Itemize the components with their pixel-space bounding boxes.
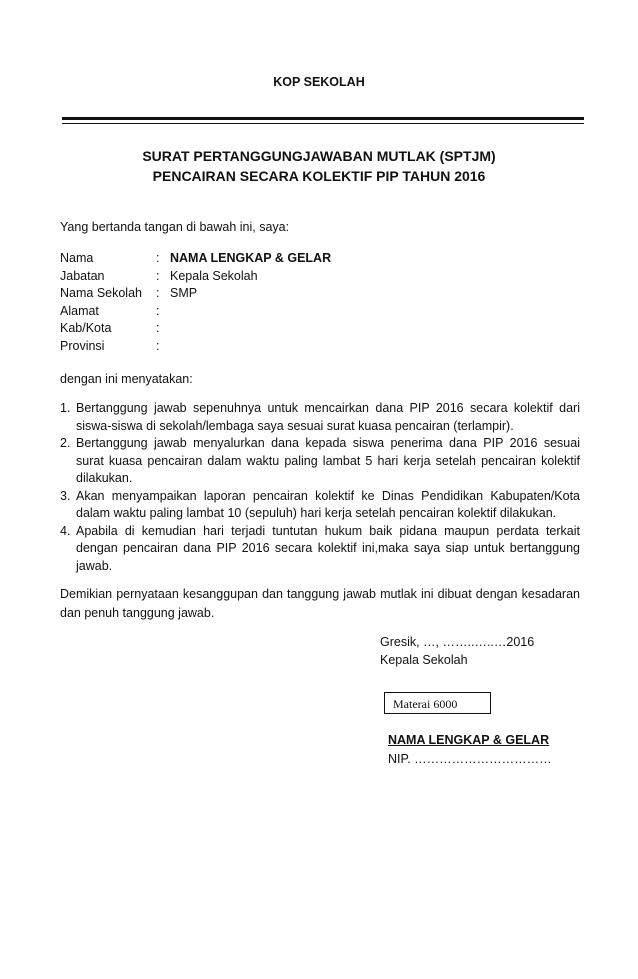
identity-colon: : [156,268,160,283]
letterhead-rule-thick [62,117,584,120]
list-text: Bertanggung jawab menyalurkan dana kepada siswa penerima dana PIP 2016 sesuai surat kuasa pencairan dalam waktu paling lambat 5 hari kerja setelah pencairan kolektif dilakukan. [76,436,580,485]
letterhead: KOP SEKOLAH [273,75,365,89]
list-number: 3. [60,488,71,503]
list-number: 2. [60,436,71,450]
document-title-line1: SURAT PERTANGGUNGJAWABAN MUTLAK (SPTJM) [142,148,496,164]
identity-row-kab-kota [60,320,331,338]
identity-row-provinsi [60,338,331,356]
identity-colon: : [156,338,160,353]
list-item [60,523,580,576]
closing-paragraph: Demikian pernyataan kesanggupan dan tanggung jawab mutlak ini dibuat dengan kesadaran dan penuh tanggung jawab. [60,587,580,620]
identity-label: Provinsi [60,338,105,353]
list-text: Akan menyampaikan laporan pencairan kolektif ke Dinas Pendidikan Kabupaten/Kota dalam waktu paling lambat 10 (sepuluh) hari kerja setelah pencairan kolektif dilakukan. [76,488,580,520]
identity-label: Alamat [60,303,99,318]
identity-colon: : [156,321,160,335]
statement-list [60,400,580,575]
identity-value: Kepala Sekolah [170,268,258,283]
intro-text: Yang bertanda tangan di bawah ini, saya: [60,220,290,234]
identity-value: SMP [170,286,198,300]
list-text: Apabila di kemudian hari terjadi tuntutan hukum baik pidana maupun perdata terkait dengan pencairan dana PIP 2016 secara kolektif ini,maka saya siap untuk bertanggung jawab. [76,523,580,573]
identity-value: NAMA LENGKAP & GELAR [170,251,332,265]
identity-table [60,250,331,355]
identity-row-jabatan [60,268,331,286]
signatory-name: NAMA LENGKAP & GELAR [388,733,550,747]
identity-colon: : [156,251,160,265]
identity-row-nama-sekolah [60,285,331,303]
materai-stamp-box: Materai 6000 [384,692,491,714]
signatory-nip: NIP. …………………………… [388,752,552,766]
letterhead-rule-thin [62,123,584,124]
list-item [60,435,580,488]
identity-label: Kab/Kota [60,321,112,335]
identity-label: Nama Sekolah [60,286,142,300]
list-text: Bertanggung jawab sepenuhnya untuk mencairkan dana PIP 2016 secara kolektif dari siswa-siswa di sekolah/lembaga saya sesuai surat kuasa pencairan (terlampir). [76,401,580,433]
list-item [60,488,580,523]
identity-label: Jabatan [60,268,105,283]
identity-label: Nama [60,251,94,265]
list-item [60,400,580,435]
signature-role: Kepala Sekolah [380,653,468,667]
list-number: 4. [60,523,71,538]
list-number: 1. [60,401,71,415]
identity-colon: : [156,286,160,300]
document-title-line2: PENCAIRAN SECARA KOLEKTIF PIP TAHUN 2016 [152,168,486,184]
signature-place-date: Gresik, …, ……..…..…2016 [380,635,535,649]
identity-colon: : [156,303,160,318]
statement-intro: dengan ini menyatakan: [60,372,193,386]
identity-row-alamat [60,303,331,321]
identity-row-nama [60,250,331,268]
